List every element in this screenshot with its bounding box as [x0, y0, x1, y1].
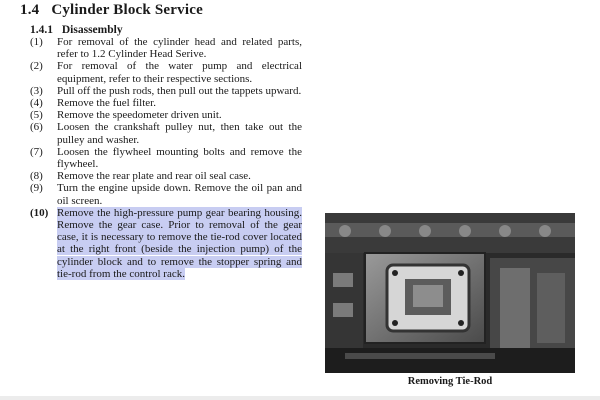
- subsection-number: 1.4.1: [30, 24, 53, 36]
- step-text: Remove the fuel filter.: [57, 97, 156, 110]
- list-item: [30, 109, 302, 121]
- step-marker: (7): [30, 145, 43, 158]
- list-item: [30, 121, 302, 145]
- list-item: [30, 36, 302, 60]
- list-item: [30, 60, 302, 84]
- list-item: [30, 85, 302, 97]
- selected-step-text[interactable]: Remove the high-pressure pump gear bearing housing. Remove the gear case. Prior to removal of the gear case, it is necessary to remove the tie-rod cover located at the right front (beside the injection pump) of the cylinder block and to remove the stopper spring and tie-rod from the control rack.: [57, 206, 302, 280]
- list-item: [30, 170, 302, 182]
- figure-caption: Removing Tie-Rod: [407, 376, 493, 387]
- subsection-title-text: Disassembly: [61, 24, 123, 36]
- step-text: Remove the speedometer driven unit.: [57, 109, 222, 122]
- subsection-title: [30, 24, 123, 36]
- step-marker: (4): [30, 97, 43, 110]
- engine-photo-image: [325, 213, 575, 373]
- step-marker: (5): [30, 109, 43, 122]
- step-text: For removal of the cylinder head and related parts, refer to 1.2 Cylinder Head Serive.: [57, 36, 302, 61]
- step-marker: (6): [30, 121, 43, 134]
- step-text: Loosen the flywheel mounting bolts and remove the flywheel.: [57, 145, 302, 171]
- step-marker: (9): [30, 182, 43, 195]
- step-text: Loosen the crankshaft pulley nut, then take out the pulley and washer.: [57, 121, 302, 146]
- step-marker: (2): [30, 60, 43, 73]
- step-marker: (8): [30, 170, 43, 183]
- step-text: Turn the engine upside down. Remove the oil pan and oil screen.: [57, 182, 302, 207]
- tie-rod-photo: [325, 213, 575, 373]
- list-item: [30, 97, 302, 109]
- section-title: [20, 2, 203, 19]
- section-number: 1.4: [20, 2, 40, 18]
- step-text: Pull off the push rods, then pull out the tappets upward.: [57, 84, 302, 97]
- footer-divider: [0, 396, 600, 400]
- list-item: [30, 182, 302, 206]
- steps-list: [30, 36, 302, 280]
- step-marker: (3): [30, 84, 43, 97]
- step-marker: (1): [30, 36, 43, 48]
- step-marker: (10): [30, 206, 49, 219]
- list-item: [30, 146, 302, 170]
- highlighted-list-item[interactable]: [30, 207, 302, 280]
- section-title-text: Cylinder Block Service: [51, 2, 203, 18]
- step-text: Remove the rear plate and rear oil seal case.: [57, 170, 251, 183]
- step-text: For removal of the water pump and electrical equipment, refer to their respective sections.: [57, 60, 302, 85]
